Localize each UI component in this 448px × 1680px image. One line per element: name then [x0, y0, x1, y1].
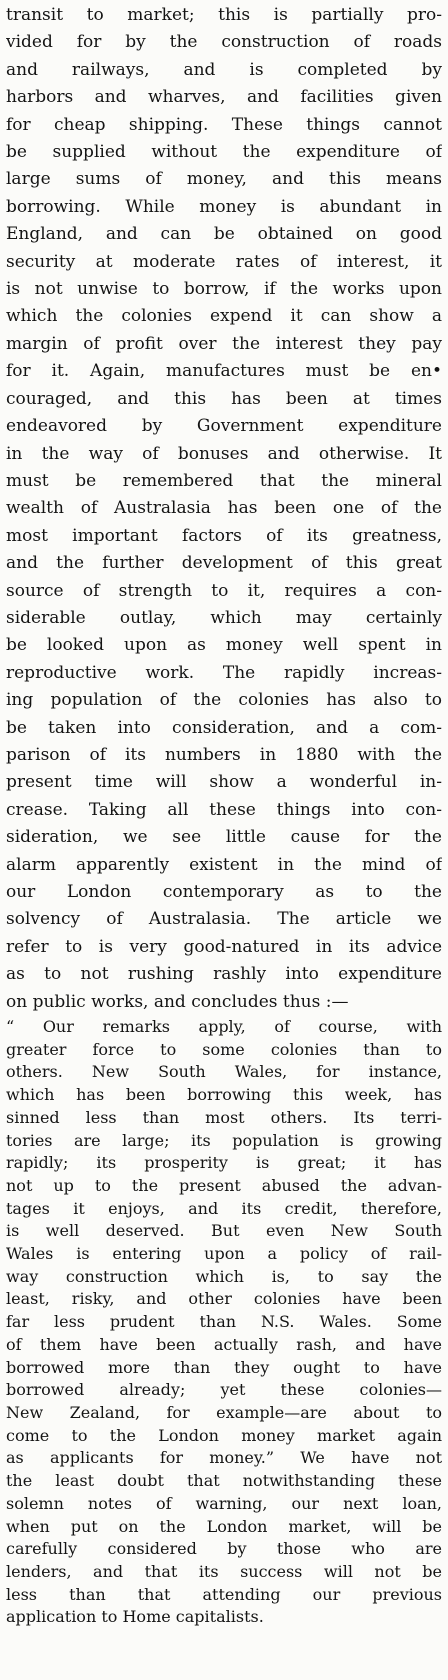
quotation-text-line: the least doubt that notwithstanding these — [6, 1471, 442, 1491]
article-text-line: be supplied without the expenditure of — [6, 142, 442, 163]
quotation-text-line: less than that attending our previous — [6, 1584, 442, 1604]
article-text-line: vided for by the construction of roads — [6, 32, 442, 53]
quotation-text-line: borrowed more than they ought to have — [6, 1357, 442, 1377]
article-text-line: large sums of money, and this means — [6, 169, 442, 190]
article-body — [6, 2, 442, 1016]
article-text-line: siderable outlay, which may certainly — [6, 607, 442, 628]
quotation-text-line: rapidly; its prosperity is great; it has — [6, 1153, 442, 1173]
article-text-line: on public works, and concludes thus :— — [6, 991, 349, 1012]
quotation-text-line: least, risky, and other colonies have been — [6, 1289, 442, 1309]
quotation-text-line: lenders, and that its success will not be — [6, 1561, 442, 1581]
article-text-line: is not unwise to borrow, if the works upon — [6, 279, 442, 300]
article-text-line: couraged, and this has been at times — [6, 388, 442, 409]
quotation-text-line: come to the London money market again — [6, 1425, 442, 1445]
article-text-line: be looked upon as money well spent in — [6, 635, 442, 656]
article-text-line: for cheap shipping. These things cannot — [6, 114, 442, 135]
article-text-line: source of strength to it, requires a con- — [6, 580, 442, 601]
quotation-text-line: way construction which is, to say the — [6, 1266, 442, 1286]
quotation-text-line: of them have been actually rash, and have — [6, 1334, 442, 1354]
article-text-line: sideration, we see little cause for the — [6, 827, 442, 848]
article-text-line: refer to is very good-natured in its advice — [6, 936, 442, 957]
article-text-line: in the way of bonuses and otherwise. It — [6, 443, 442, 464]
quotation-text-line: sinned less than most others. Its terri- — [6, 1107, 442, 1127]
quotation-text-line: Wales is entering upon a policy of rail- — [6, 1244, 442, 1264]
article-text-line: harbors and wharves, and facilities given — [6, 87, 442, 108]
article-text-line: and railways, and is completed by — [6, 59, 442, 80]
quotation-text-line: others. New South Wales, for instance, — [6, 1062, 442, 1082]
article-text-line: parison of its numbers in 1880 with the — [6, 744, 442, 765]
quotation-text-line: when put on the London market, will be — [6, 1516, 442, 1536]
article-text-line: and the further development of this great — [6, 553, 442, 574]
article-text-line: England, and can be obtained on good — [6, 224, 442, 245]
article-text-line: ing population of the colonies has also to — [6, 690, 442, 711]
article-text-line: security at moderate rates of interest, it — [6, 251, 442, 272]
article-text-line: reproductive work. The rapidly increas- — [6, 662, 442, 683]
article-column — [6, 2, 442, 1629]
article-text-line: our London contemporary as to the — [6, 882, 442, 902]
article-text-line: borrowing. While money is abundant in — [6, 196, 442, 217]
article-text-line: margin of profit over the interest they pay — [6, 333, 442, 354]
article-text-line: alarm apparently existent in the mind of — [6, 854, 442, 875]
quotation-text-line: not up to the present abused the advan- — [6, 1175, 442, 1195]
quotation-text-line: far less prudent than N.S. Wales. Some — [6, 1312, 442, 1332]
quotation-text-line: New Zealand, for example—are about to — [6, 1402, 442, 1422]
article-text-line: crease. Taking all these things into con- — [6, 799, 442, 820]
article-quotation — [6, 1016, 442, 1629]
article-text-line: present time will show a wonderful in- — [6, 772, 442, 793]
article-text-line: must be remembered that the mineral — [6, 470, 442, 491]
article-text-line: wealth of Australasia has been one of the — [6, 498, 442, 519]
quotation-text-line: which has been borrowing this week, has — [6, 1085, 442, 1105]
article-text-line: which the colonies expend it can show a — [6, 306, 442, 327]
quotation-text-line: tages it enjoys, and its credit, therefore, — [6, 1198, 442, 1218]
quotation-text-line: carefully considered by those who are — [6, 1539, 442, 1559]
quotation-text-line: application to Home capitalists. — [6, 1607, 264, 1627]
article-text-line: for it. Again, manufactures must be en• — [6, 361, 442, 382]
quotation-text-line: “ Our remarks apply, of course, with — [6, 1017, 442, 1037]
article-text-line: be taken into consideration, and a com- — [6, 717, 442, 738]
article-text-line: transit to market; this is partially pro- — [6, 5, 442, 25]
article-text-line: as to not rushing rashly into expenditure — [6, 964, 442, 985]
quotation-text-line: solemn notes of warning, our next loan, — [6, 1493, 442, 1513]
quotation-text-line: borrowed already; yet these colonies— — [6, 1380, 442, 1400]
quotation-text-line: is well deserved. But even New South — [6, 1221, 442, 1241]
article-text-line: most important factors of its greatness, — [6, 525, 442, 546]
quotation-text-line: greater force to some colonies than to — [6, 1039, 442, 1059]
quotation-text-line: tories are large; its population is growing — [6, 1130, 442, 1150]
article-text-line: endeavored by Government expenditure — [6, 416, 442, 437]
quotation-text-line: as applicants for money.” We have not — [6, 1448, 442, 1468]
article-text-line: solvency of Australasia. The article we — [6, 909, 442, 930]
